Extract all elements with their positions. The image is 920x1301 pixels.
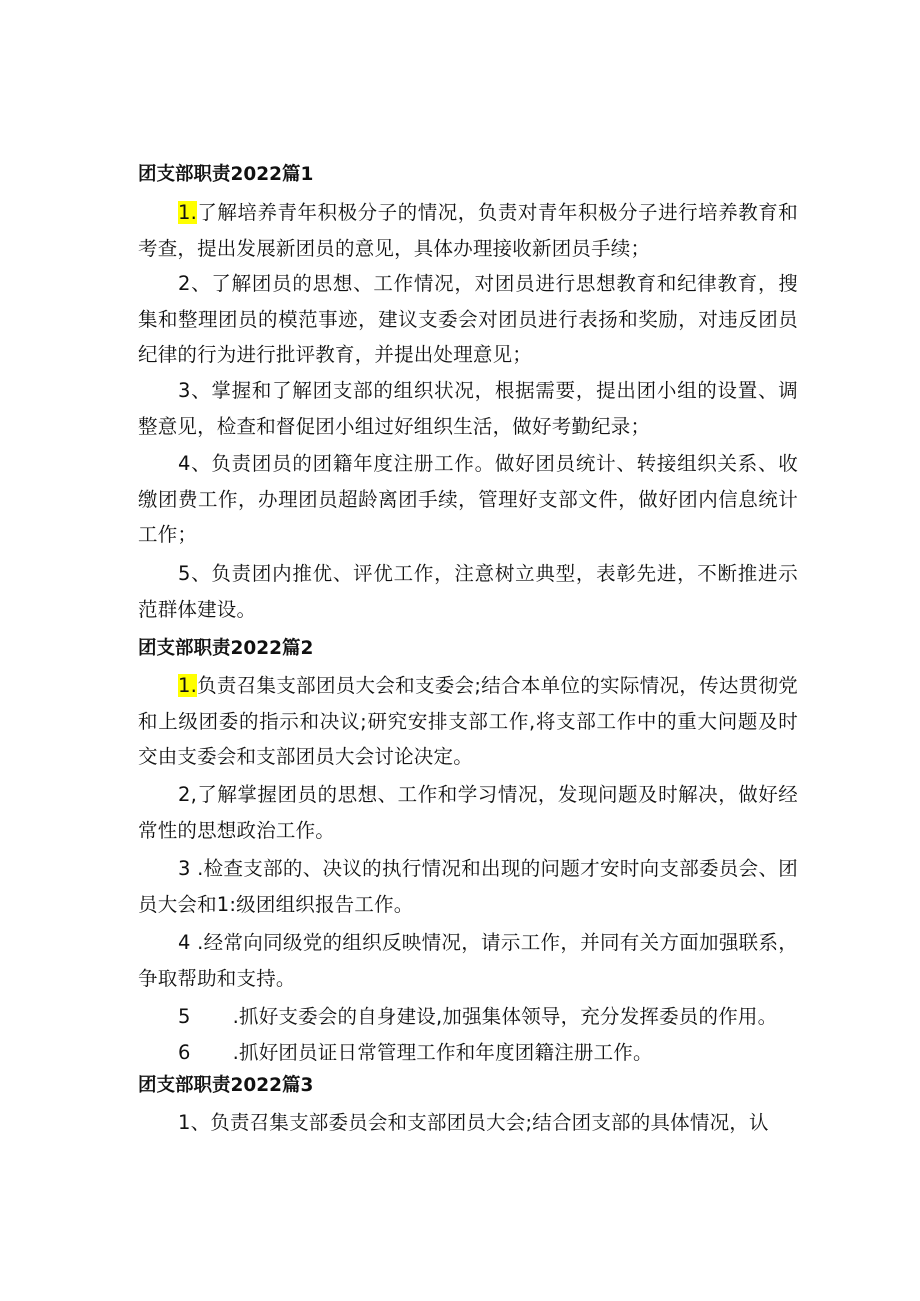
section-3-item-1: 1、负责召集支部委员会和支部团员大会;结合团支部的具体情况，认 xyxy=(178,1111,769,1134)
section-1-item-5: 5、负责团内推优、评优工作，注意树立典型，表彰先进，不断推进示范群体建设。 xyxy=(138,562,798,621)
section-2-item-2: 2,了解掌握团员的思想、工作和学习情况，发现问题及时解决，做好经常性的思想政治工作。 xyxy=(138,783,798,842)
section-1-item-2: 2、了解团员的思想、工作情况，对团员进行思想教育和纪律教育，搜集和整理团员的模范事迹，建议支委会对团员进行表扬和奖励，对违反团员纪律的行为进行批评教育，并提出处理意见； xyxy=(138,272,798,366)
item-number: 5 xyxy=(178,1005,191,1028)
item-number: 6 xyxy=(178,1041,191,1064)
paragraph-text: .抓好支委会的自身建设,加强集体领导，充分发挥委员的作用。 xyxy=(232,1005,778,1028)
paragraph-text: 负责召集支部团员大会和支委会;结合本单位的实际情况，传达贯彻党和上级团委的指示和决议;研究安排支部工作,将支部工作中的重大问题及时交由支委会和支部团员大会讨论决定。 xyxy=(138,674,798,768)
section-2-item-3: 3 .检查支部的、决议的执行情况和出现的问题才安时向支部委员会、团员大会和1:级团组织报告工作。 xyxy=(138,857,798,916)
section-1-item-1 xyxy=(138,195,798,266)
section-1-item-4: 4、负责团员的团籍年度注册工作。做好团员统计、转接组织关系、收缴团费工作，办理团员超龄离团手续，管理好支部文件，做好团内信息统计工作； xyxy=(138,452,798,546)
section-3-title: 团支部职责2022篇3 xyxy=(138,1075,314,1096)
section-1-item-3: 3、掌握和了解团支部的组织状况，根据需要，提出团小组的设置、调整意见，检查和督促团小组过好组织生活，做好考勤纪录； xyxy=(138,379,798,438)
paragraph-text: .抓好团员证日常管理工作和年度团籍注册工作。 xyxy=(232,1041,653,1064)
section-2-item-5 xyxy=(138,999,798,1035)
highlighted-number: 1. xyxy=(178,674,198,697)
section-2-item-1 xyxy=(138,668,798,775)
highlighted-number: 1. xyxy=(178,201,198,224)
section-2-title: 团支部职责2022篇2 xyxy=(138,638,314,659)
section-2-item-4: 4 .经常向同级党的组织反映情况，请示工作，并同有关方面加强联系，争取帮助和支持。 xyxy=(138,931,798,990)
section-2-item-6 xyxy=(138,1035,798,1071)
paragraph-text: 了解培养青年积极分子的情况，负责对青年积极分子进行培养教育和考查，提出发展新团员的意见，具体办理接收新团员手续； xyxy=(138,201,798,260)
section-1-title: 团支部职责2022篇1 xyxy=(138,164,314,185)
